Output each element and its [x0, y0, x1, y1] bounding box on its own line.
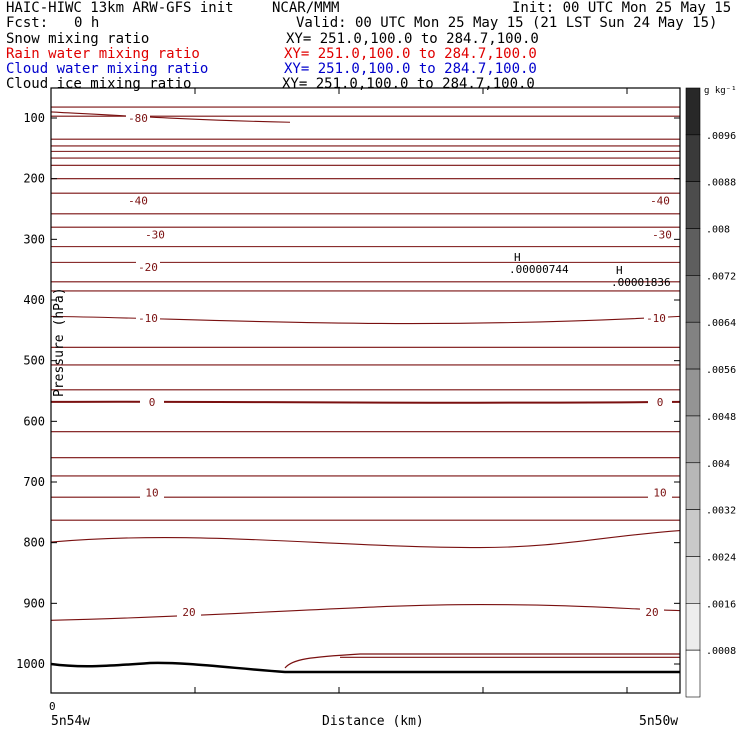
y-tick-label: 300	[23, 232, 45, 247]
model-title: HAIC-HIWC 13km ARW-GFS init	[6, 0, 234, 16]
contour-label: 10	[653, 486, 667, 500]
colorbar-bin	[686, 650, 700, 697]
y-tick-label: 100	[23, 111, 45, 125]
isotherm-curve	[51, 112, 290, 122]
y-tick-label: 1000	[16, 657, 45, 671]
y-tick-label: 400	[23, 293, 45, 307]
temperature-contours	[51, 107, 680, 657]
isotherm-curve	[51, 531, 680, 548]
y-tick-label: 600	[23, 414, 45, 429]
colorbar-label: .0072	[706, 271, 737, 283]
colorbar-bin	[686, 603, 700, 650]
x-end-label: 5n50w	[639, 714, 679, 729]
contour-lower-boundary	[285, 654, 680, 668]
rain-field-xy: XY= 251.0,100.0 to 284.7,100.0	[284, 46, 537, 62]
y-axis	[16, 111, 680, 671]
colorbar-label: .0048	[706, 411, 737, 423]
y-tick-label: 200	[23, 171, 45, 186]
fcst-label: Fcst:	[6, 15, 49, 31]
colorbar-label: .0032	[706, 505, 737, 517]
colorbar-bin	[686, 275, 700, 322]
rain-field-label: Rain water mixing ratio	[6, 46, 200, 62]
high-marker-1-label: H	[514, 251, 521, 264]
x-start-label: 5n54w	[51, 714, 91, 729]
y-axis-label: Pressure (hPa)	[52, 287, 67, 397]
colorbar-label: .004	[706, 458, 731, 470]
colorbar-bin	[686, 135, 700, 182]
y-tick-label: 800	[23, 535, 45, 550]
colorbar-label: .0088	[706, 177, 737, 189]
snow-field-xy: XY= 251.0,100.0 to 284.7,100.0	[286, 31, 539, 47]
colorbar	[686, 86, 737, 697]
terrain-surface-line	[51, 663, 680, 672]
contour-label: -80	[128, 112, 148, 125]
contour-label: -10	[138, 312, 158, 326]
contour-label: -30	[145, 228, 165, 242]
colorbar-label: .0024	[706, 552, 737, 564]
high-marker-1	[509, 251, 569, 276]
colorbar-bin	[686, 416, 700, 463]
contour-label: -40	[128, 194, 148, 208]
fcst-value: 0 h	[74, 15, 100, 31]
high-marker-2-value: .00001836	[611, 276, 671, 289]
contour-label: 20	[645, 605, 659, 619]
contour-label: 0	[148, 395, 156, 409]
contour-label: -10	[646, 312, 666, 326]
y-tick-label: 700	[23, 475, 45, 489]
valid-time: Valid: 00 UTC Mon 25 May 15 (21 LST Sun 24 May 15)	[296, 15, 718, 31]
contour-label: -20	[138, 261, 158, 275]
colorbar-unit: g kg⁻¹	[704, 86, 737, 96]
high-marker-2	[611, 264, 671, 289]
colorbar-bin	[686, 556, 700, 603]
colorbar-label: .0008	[706, 646, 737, 658]
cloud-water-field-label: Cloud water mixing ratio	[6, 61, 209, 77]
colorbar-bin	[686, 182, 700, 229]
colorbar-bin	[686, 322, 700, 369]
cloud-ice-field-label: Cloud ice mixing ratio	[6, 76, 192, 92]
contour-label: 0	[656, 395, 664, 409]
x-origin-tick-label: 0	[49, 700, 56, 713]
colorbar-label: .0056	[706, 365, 737, 377]
colorbar-label: .0016	[706, 599, 737, 611]
isotherm-curve	[51, 605, 680, 621]
init-time: Init: 00 UTC Mon 25 May 15	[512, 0, 732, 16]
colorbar-bin	[686, 369, 700, 416]
y-tick-label: 500	[23, 353, 45, 368]
y-tick-label: 900	[23, 596, 45, 611]
colorbar-label: .0096	[706, 130, 737, 142]
x-axis-label: Distance (km)	[322, 714, 424, 729]
cloud-ice-field-xy: XY= 251.0,100.0 to 284.7,100.0	[282, 76, 535, 92]
contour-label: 20	[182, 605, 196, 619]
colorbar-bin	[686, 510, 700, 557]
colorbar-label: .0064	[706, 318, 737, 330]
cloud-water-field-xy: XY= 251.0,100.0 to 284.7,100.0	[284, 61, 537, 77]
contour-label: -30	[652, 228, 672, 242]
colorbar-bin	[686, 88, 700, 135]
colorbar-bin	[686, 229, 700, 276]
high-marker-2-label: H	[616, 264, 623, 277]
contour-label: 10	[145, 486, 159, 500]
organization: NCAR/MMM	[272, 0, 340, 16]
snow-field-label: Snow mixing ratio	[6, 31, 150, 47]
contour-label: -40	[650, 194, 670, 208]
colorbar-label: .008	[706, 224, 731, 236]
colorbar-bin	[686, 463, 700, 510]
high-marker-1-value: .00000744	[509, 263, 569, 276]
